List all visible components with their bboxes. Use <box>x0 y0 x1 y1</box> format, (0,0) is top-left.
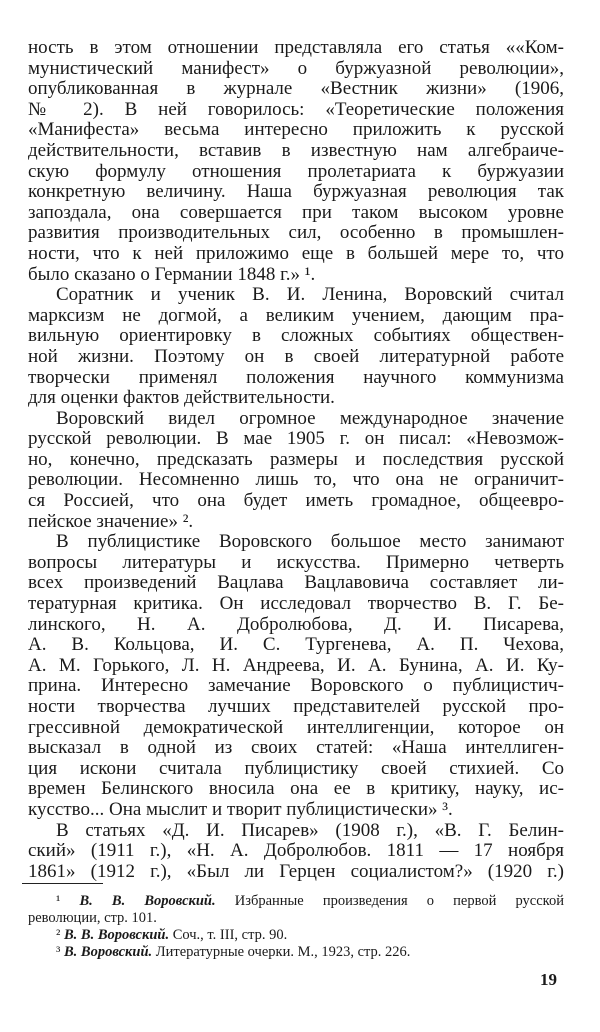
footnote-continuation: революции, стр. 101. <box>28 910 157 926</box>
text-line: В статьях «Д. И. Писарев» (1908 г.), «В. Г. Белин- <box>56 819 564 841</box>
footnote-text: Избранные произведения о первой русской <box>234 893 564 909</box>
text-line: линского, Н. А. Добролюбова, Д. И. Писарева, <box>28 613 564 635</box>
text-line: мунистический манифест» о буржуазной революции», <box>28 57 564 79</box>
text-line: пейское значение» ². <box>28 510 194 532</box>
footnote-author: В. В. Воровский. <box>79 893 216 909</box>
footnote-author: В. Воровский. <box>63 944 153 960</box>
text-line: марксизм не догмой, а великим учением, дающим пра- <box>28 304 564 326</box>
page-number: 19 <box>540 970 557 989</box>
text-line: всех произведений Вацлава Вацлавовича составляет ли- <box>28 572 564 594</box>
text-line: ся Россией, что она будет иметь громадное, общеевро- <box>28 490 564 512</box>
text-line: грессивной демократической интеллигенции, которое он <box>28 716 564 738</box>
text-line: тературная критика. Он исследовал творчество В. Г. Бе- <box>28 593 564 615</box>
text-line: А. В. Кольцова, И. С. Тургенева, А. П. Чехова, <box>28 634 564 656</box>
text-line: времен Белинского вносила она ее в критику, науку, ис- <box>28 778 564 800</box>
text-line: Соратник и ученик В. И. Ленина, Воровский считал <box>56 284 564 306</box>
footnote-mark: ² <box>56 927 61 943</box>
footnote-author: В. В. Воровский. <box>63 927 170 943</box>
body-text <box>28 38 564 882</box>
text-line: было сказано о Германии 1848 г.» ¹. <box>28 263 316 285</box>
text-line: действительности, вставив в известную нам алгебраиче- <box>28 139 564 161</box>
text-line: высказал в одной из своих статей: «Наша интеллиген- <box>28 737 564 759</box>
text-line: опубликованная в журнале «Вестник жизни» (1906, <box>28 78 564 100</box>
footnote-text: Соч., т. III, стр. 90. <box>172 927 288 943</box>
footnote <box>28 893 564 910</box>
text-line: русской революции. В мае 1905 г. он писал: «Невозмож- <box>28 428 564 450</box>
text-line: конкретную величину. Наша буржуазная революция так <box>28 181 564 203</box>
text-line: ности творчества лучших представителей русской про- <box>28 696 564 717</box>
text-line: революции. Несомненно лишь то, что она не ограничит- <box>28 469 564 491</box>
footnote-mark: ¹ <box>56 893 61 909</box>
text-line: ности, что к ней приложимо еще в большей мере то, что <box>28 242 564 264</box>
text-line: ция искони считала публицистику своей стихией. Со <box>28 757 564 779</box>
text-line: скую формулу отношения пролетариата к буржуазии <box>28 160 564 182</box>
text-line: Воровский видел огромное международное значение <box>56 407 564 429</box>
text-line: кусство... Она мыслит и творит публицистически» ³. <box>28 798 453 820</box>
text-line: развития производительных сил, особенно в промышлен- <box>28 222 564 244</box>
footnote-mark: ³ <box>56 944 61 960</box>
text-line: творчески применял положения научного коммунизма <box>28 366 564 388</box>
text-line: вопросы литературы и искусства. Примерно четверть <box>28 551 564 573</box>
text-line: «Манифеста» весьма интересно приложить к русской <box>28 119 564 141</box>
footnote-separator <box>22 883 103 884</box>
text-line: В публицистике Воровского большое место занимают <box>56 531 564 553</box>
text-line: вильную ориентировку в сложных событиях обществен- <box>28 325 564 347</box>
text-line: А. М. Горького, Л. Н. Андреева, И. А. Бунина, А. И. Ку- <box>28 654 564 676</box>
text-line: ский» (1911 г.), «Н. А. Добролюбов. 1811 — 17 ноября <box>28 840 564 862</box>
footnote-text: Литературные очерки. М., 1923, стр. 226. <box>155 944 411 960</box>
text-line: ной жизни. Поэтому он в своей литературной работе <box>28 345 564 367</box>
footnote <box>28 944 564 961</box>
footnotes <box>28 893 564 961</box>
text-line: 1861» (1912 г.), «Был ли Герцен социалистом?» (1920 г.) <box>28 860 564 882</box>
text-line: но, конечно, предсказать размеры и последствия русской <box>28 448 564 470</box>
text-line: ность в этом отношении представляла его статья ««Ком- <box>28 37 564 58</box>
text-line: прина. Интересно замечание Воровского о публицистич- <box>28 675 564 697</box>
footnote <box>28 927 564 944</box>
text-line: запоздала, она совершается при таком высоком уровне <box>28 201 564 223</box>
text-line: № 2). В ней говорилось: «Теоретические положения <box>28 98 564 120</box>
text-line: для оценки фактов действительности. <box>28 387 335 409</box>
